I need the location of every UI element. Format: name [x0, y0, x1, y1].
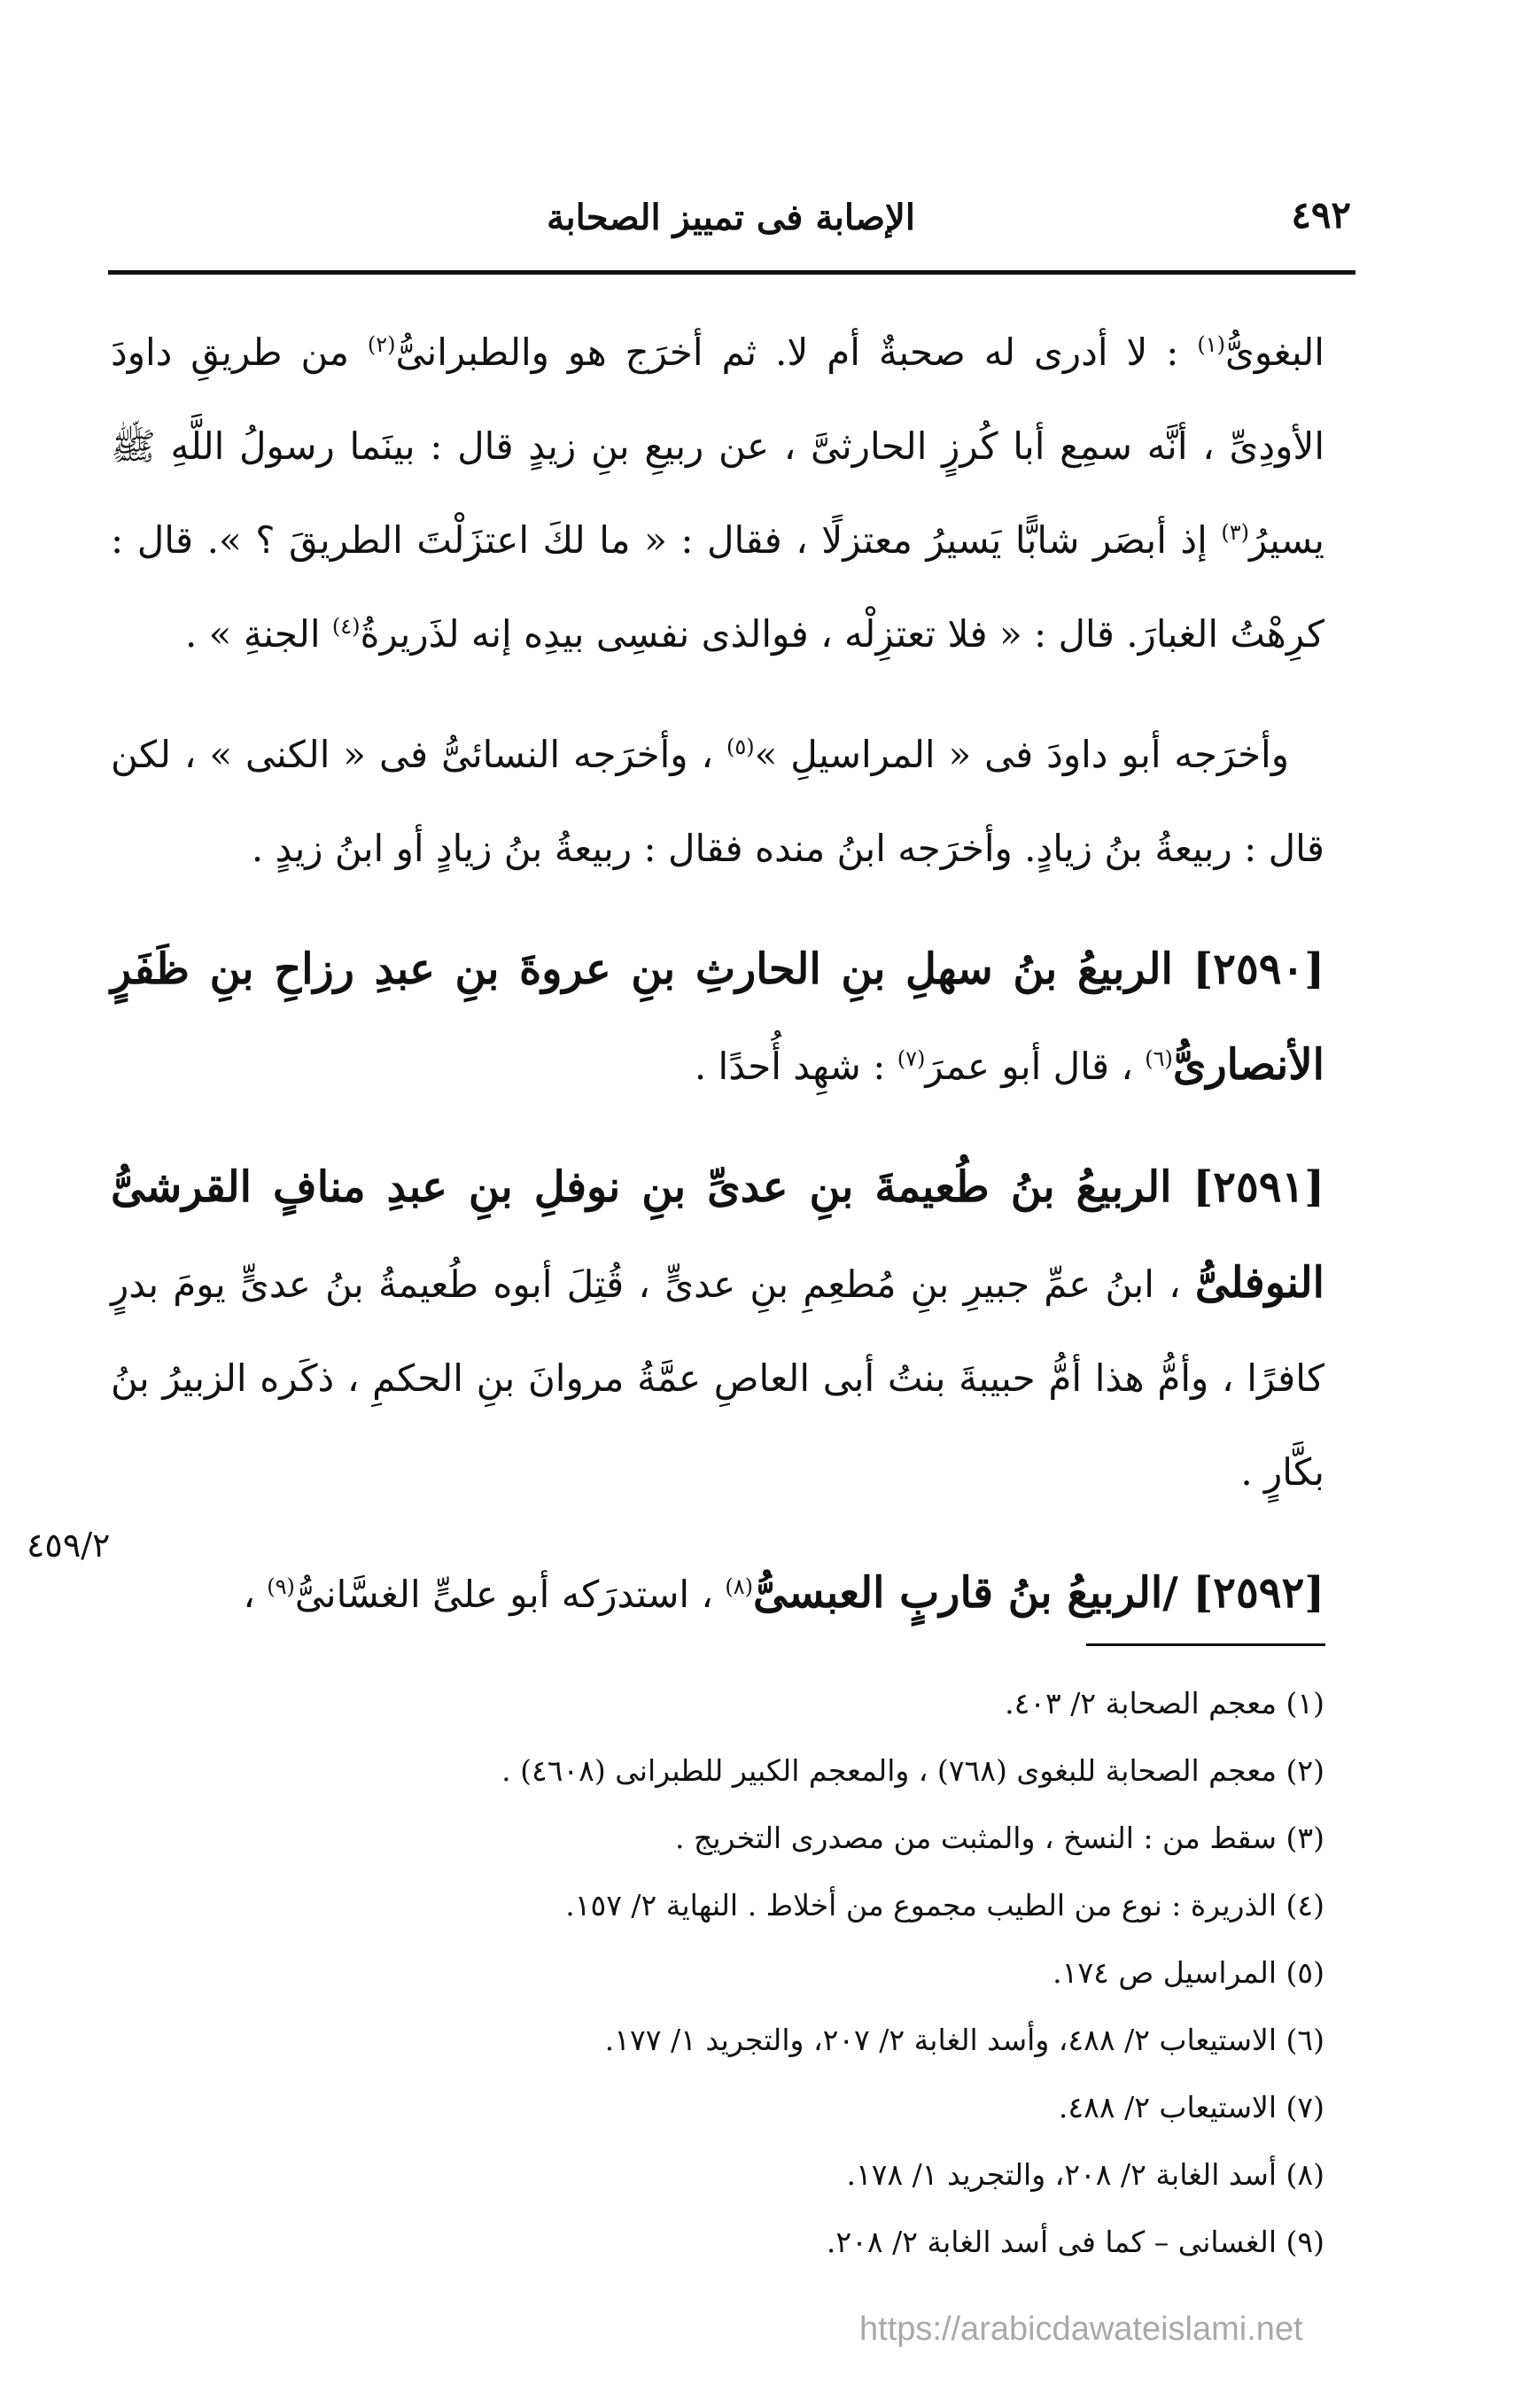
footnote-ref[interactable]: (٨) — [725, 1574, 753, 1599]
page-header — [111, 193, 1351, 255]
page-number: ٤٩٢ — [1291, 193, 1351, 237]
main-text — [111, 306, 1324, 1668]
footnote-item: (٩) الغسانى – كما فى أسد الغابة ٢/ ٢٠٨. — [826, 2225, 1324, 2259]
footnote-ref[interactable]: (٤) — [331, 614, 361, 639]
footnote-item: (٦) الاستيعاب ٢/ ٤٨٨، وأسد الغابة ٢/ ٢٠٧، والتجريد ١/ ١٧٧. — [604, 2023, 1324, 2057]
footnote-ref[interactable]: (١) — [1197, 332, 1225, 357]
footnote-item: (٥) المراسيل ص ١٧٤. — [1053, 1955, 1324, 1990]
text-run: وأخرَجه أبو داودَ فى « المراسيلِ » — [754, 733, 1290, 776]
text-run: البغوىُّ — [1225, 330, 1324, 374]
text-run: من طريقِ داودَ الأودِىِّ ، أنَّه سمِع أبا كُرزٍ الحارثىَّ ، عن ربيعِ بنِ زيدٍ قال : بينَما رسولُ اللَّهِ ﷺ يسيرُ — [111, 330, 1324, 562]
text-run: إذ أبصَر شابًّا يَسيرُ معتزلًا ، فقال : « ما لكَ اعتزَلْتَ الطريقَ ؟ ». قال : كرِهْتُ الغبارَ. قال : « فلا تعتزِلْه ، فوالذى نفسِى بيدِه إنه لذَريرةُ — [111, 518, 1324, 656]
footnote-item: (٤) الذريرة : نوع من الطيب مجموع من أخلاط . النهاية ٢/ ١٥٧. — [565, 1888, 1324, 1923]
entry-2592 — [111, 1546, 1324, 1642]
running-title: الإصابة فى تمييز الصحابة — [547, 197, 915, 238]
footnote-item: (١) معجم الصحابة ٢/ ٤٠٣. — [1005, 1686, 1324, 1721]
footnote-ref[interactable]: (٢) — [367, 332, 396, 357]
text-run: ، وأخرَجه النسائىُّ فى « الكنى » ، لكن قال : ربيعةُ بنُ زيادٍ. وأخرَجه ابنُ منده فقال : ربيعةُ بنُ زيادٍ أو ابنُ زيدٍ . — [111, 733, 1324, 870]
watermark-url: https://arabicdawateislami.net — [859, 2311, 1303, 2348]
footnote-ref[interactable]: (٩) — [267, 1574, 295, 1599]
paragraph-abu-dawud — [111, 708, 1324, 896]
footnote-ref[interactable]: (٧) — [897, 1046, 926, 1071]
text-run: ، ابنُ عمِّ جبيرِ بنِ مُطعِمِ بنِ عدىٍّ ، قُتِلَ أبوه طُعيمةُ بنُ عدىٍّ يومَ بدرٍ كافرًا ، وأمُّ هذا أمُّ حبيبةَ بنتُ أبى العاصِ عمَّةُ مروانَ بنِ الحكمِ ، ذكَره الزبيرُ بنُ بكَّارٍ . — [111, 1262, 1324, 1494]
footnote-ref[interactable]: (٣) — [1221, 520, 1249, 545]
text-run: ، — [243, 1573, 268, 1616]
text-run: ، قال أبو عمرَ — [925, 1045, 1146, 1088]
footnotes-list — [213, 1670, 1324, 2276]
header-rule — [108, 270, 1355, 275]
footnote-item: (٨) أسد الغابة ٢/ ٢٠٨، والتجريد ١/ ١٧٨. — [846, 2157, 1324, 2192]
entry-heading: [٢٥٩٠] الربيعُ بنُ سهلِ بنِ الحارثِ بنِ عروةَ بنِ عبدِ رزاحِ بنِ ظَفَرٍ الأنصارىُّ — [111, 944, 1324, 1090]
text-run: ، استدرَكه أبو علىٍّ الغسَّانىُّ — [294, 1573, 726, 1616]
text-run: : شهِد أُحدًا . — [694, 1045, 897, 1088]
footnote-ref[interactable]: (٦) — [1145, 1046, 1173, 1071]
paragraph-baghawi — [111, 306, 1324, 681]
entry-2590 — [111, 922, 1324, 1114]
footnote-item: (٢) معجم الصحابة للبغوى (٧٦٨) ، والمعجم الكبير للطبرانى (٤٦٠٨) . — [501, 1753, 1324, 1788]
entry-2591 — [111, 1140, 1324, 1519]
footnote-rule — [1086, 1643, 1325, 1646]
footnote-ref[interactable]: (٥) — [726, 734, 755, 759]
footnote-item: (٣) سقط من : النسخ ، والمثبت من مصدرى التخريج . — [675, 1821, 1324, 1855]
text-run: : لا أدرى له صحبةٌ أم لا. ثم أخرَج هو والطبرانىُّ — [395, 330, 1198, 374]
entry-heading: [٢٥٩٢] /الربيعُ بنُ قاربٍ العبسىُّ — [752, 1568, 1324, 1618]
text-run: الجنةِ » . — [184, 612, 332, 656]
margin-volume-page-note: ٤٥٩/٢ — [27, 1526, 111, 1565]
footnote-item: (٧) الاستيعاب ٢/ ٤٨٨. — [1058, 2090, 1324, 2124]
entry-heading: [٢٥٩١] الربيعُ بنُ طُعيمةَ بنِ عدىِّ بنِ نوفلِ بنِ عبدِ منافٍ القرشىُّ النوفلىُّ — [111, 1162, 1324, 1308]
